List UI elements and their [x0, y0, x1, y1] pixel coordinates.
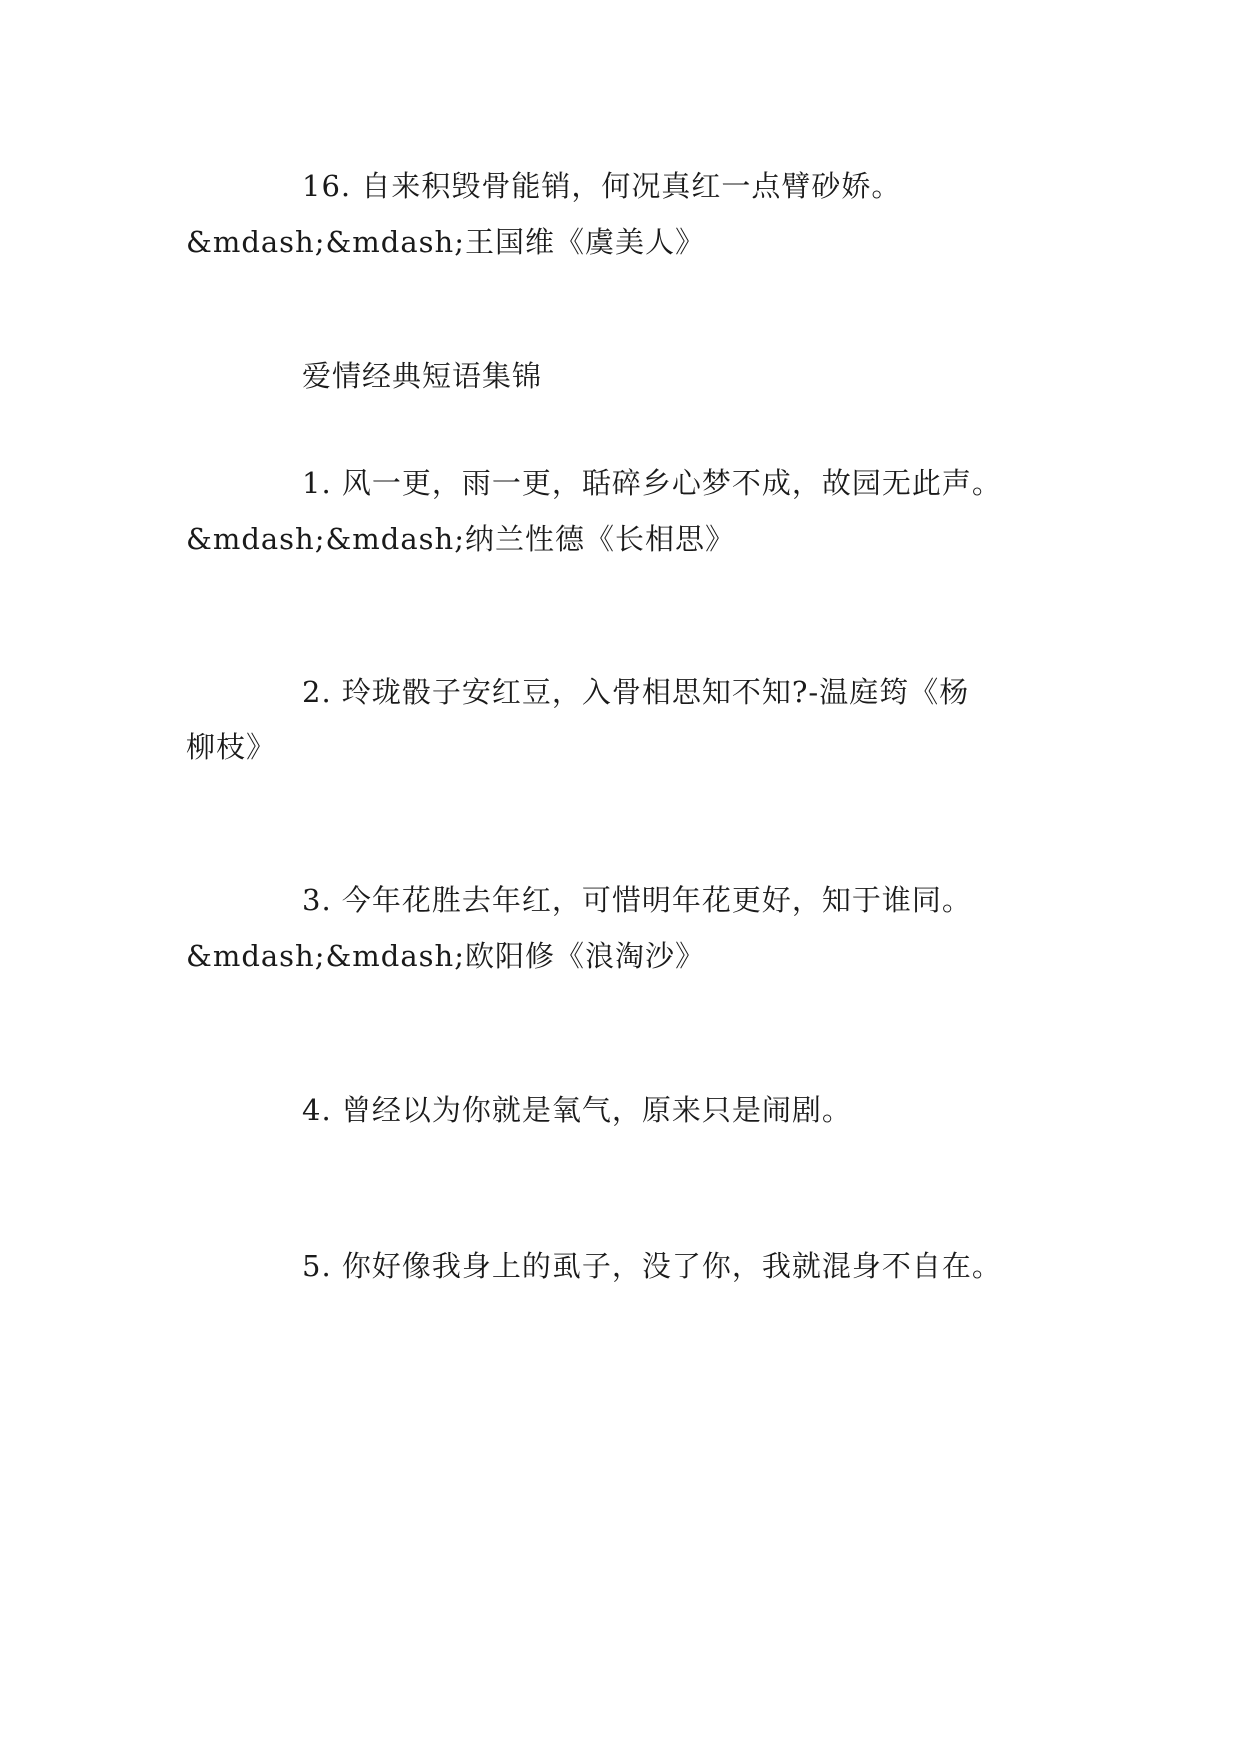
entry-2-line-1: 2. 玲珑骰子安红豆，入骨相思知不知?-温庭筠《杨	[302, 675, 970, 709]
entry-1-line-1: 1. 风一更，雨一更，聒碎乡心梦不成，故园无此声。	[302, 466, 1002, 500]
entry-16-attribution: &mdash;&mdash;王国维《虞美人》	[186, 225, 705, 259]
entry-16-line-1: 16. 自来积毁骨能销，何况真红一点臂砂娇。	[302, 169, 902, 203]
section-heading: 爱情经典短语集锦	[302, 359, 543, 393]
entry-1-attribution: &mdash;&mdash;纳兰性德《长相思》	[186, 522, 735, 556]
entry-2-line-2: 柳枝》	[186, 730, 277, 764]
entry-4-line-1: 4. 曾经以为你就是氧气，原来只是闹剧。	[302, 1093, 852, 1127]
entry-5-line-1: 5. 你好像我身上的虱子，没了你，我就混身不自在。	[302, 1249, 1002, 1283]
entry-3-attribution: &mdash;&mdash;欧阳修《浪淘沙》	[186, 939, 705, 973]
entry-3-line-1: 3. 今年花胜去年红，可惜明年花更好，知于谁同。	[302, 883, 972, 917]
